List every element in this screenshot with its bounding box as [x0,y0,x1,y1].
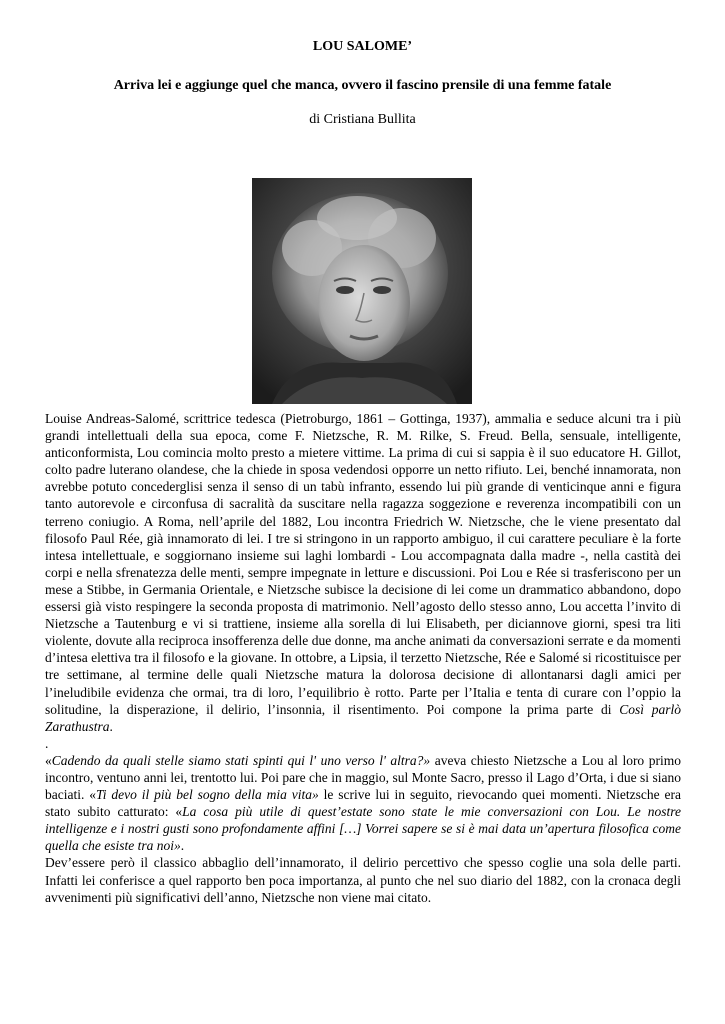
paragraph-2-text-a: aveva chiesto Nietzsche a Lou al loro primo incontro, ventuno anni lei, trentotto lui. Poi pare che in maggio, sul Monte Sacro, presso il Lago d’Orta, i due si siano baciati. « [45,752,681,803]
article-body [45,410,681,906]
paragraph-2-open: « [45,752,52,768]
document-author: di Cristiana Bullita [309,112,416,127]
document-title: LOU SALOME’ [312,39,413,54]
separator-dot: . [45,735,49,751]
quote-2: Ti devo il più bel sogno della mia vita» [96,787,319,803]
paragraph-2-end: . [180,838,185,854]
paragraph-1-text: Louise Andreas-Salomé, scrittrice tedesca (Pietroburgo, 1861 – Gottinga, 1937), ammalia e seduce alcuni tra i più grandi intellettuali della sua epoca, come F. Nietzsche, R. M. Rilke, S. Freud. Bella, sensuale, intelligente, anticonformista, Lou comincia molto presto a mietere vittime. La prima di cui si sappia è il suo educatore H. Gillot, colto padre luterano olandese, che la chiede in sposa vedendosi opporre un netto rifiuto. Lei, benché innamorata, non avrebbe potuto concederglisi senza il senso di un tabù infranto, essendo lui più grande di venticinque anni e figura tanto autorevole e circonfusa di sacralità da suscitare nella ragazza soggezione e reverenza incompatibili con un terreno coniugio. A Roma, nell’aprile del 1882, Lou incontra Friedrich W. Nietzsche, che le viene presentato dal filosofo Paul Rée, già innamorato di lei. I tre si stringono in un rapporto ambiguo, il cui carattere peculiare è la forte intesa intellettuale, e soggiornano insieme sui laghi lombardi - Lou accompagnata dalla madre -, nella castità dei corpi e nella sfrenatezza delle menti, sempre impegnate in letture e discussioni. Poi Lou e Rée si trasferiscono per un mese a Stibbe, in Germania Orientale, e Nietzsche subisce la decisione di lei come un drammatico abbandono, dopo essersi già visto respingere la seconda proposta di matrimonio. Nell’agosto dello stesso anno, Lou accetta l’invito di Nietzsche a Tautenburg e vi si trattiene, insieme alla sorella di lui Elisabeth, per diciannove giorni, spesi tra liti violente, dovute alla reciproca insofferenza delle due donne, ma anche animati da conversazioni serrate e da momenti d’intesa elettiva tra il filosofo e la giovane. In ottobre, a Lipsia, il terzetto Nietzsche, Rée e Salomé si ricostituisce per tre settimane, al termine delle quali Nietzsche matura la dolorosa decisione di allontanarsi dagli amici per l’ineludibile evidenza che ormai, tra di loro, l’equilibrio è rotto. Parte per l’Italia e tenta di curare con l’oppio la solitudine, la disperazione, il delirio, l’insonnia, il risentimento. Poi compone la prima parte di [45,411,681,717]
paragraph-1-end: . [109,718,113,734]
quote-3: La cosa più utile di quest’estate sono state le mie conversazioni con Lou. Le nostre intelligenze e i nostri gusti sono profondamente affini […] Vorrei sapere se si è mai data un’apertura filosofica come quella che esiste tra noi» [45,804,681,854]
book-title: Così parlò Zarathustra [45,701,682,734]
document-subtitle: Arriva lei e aggiunge quel che manca, ovvero il fascino prensile di una femme fatale [113,78,612,93]
paragraph-2 [45,752,681,855]
portrait-illustration [252,178,472,404]
paragraph-2-text-b: le scrive lui in seguito, rievocando quei momenti. Nietzsche era stato subito catturato: « [45,787,682,820]
quote-1: Cadendo da quali stelle siamo stati spinti qui l' uno verso l' altra?» [51,752,431,768]
paragraph-1 [45,410,681,735]
paragraph-3: Dev’essere però il classico abbaglio dell’innamorato, il delirio percettivo che spesso coglie una sola delle parti. Infatti lei conferisce a quel rapporto ben poca importanza, al punto che nel suo diario del 1882, con la cronaca degli avvenimenti più significativi dell’anno, Nietzsche non viene mai citato. [45,855,681,905]
portrait-photo [252,178,472,404]
